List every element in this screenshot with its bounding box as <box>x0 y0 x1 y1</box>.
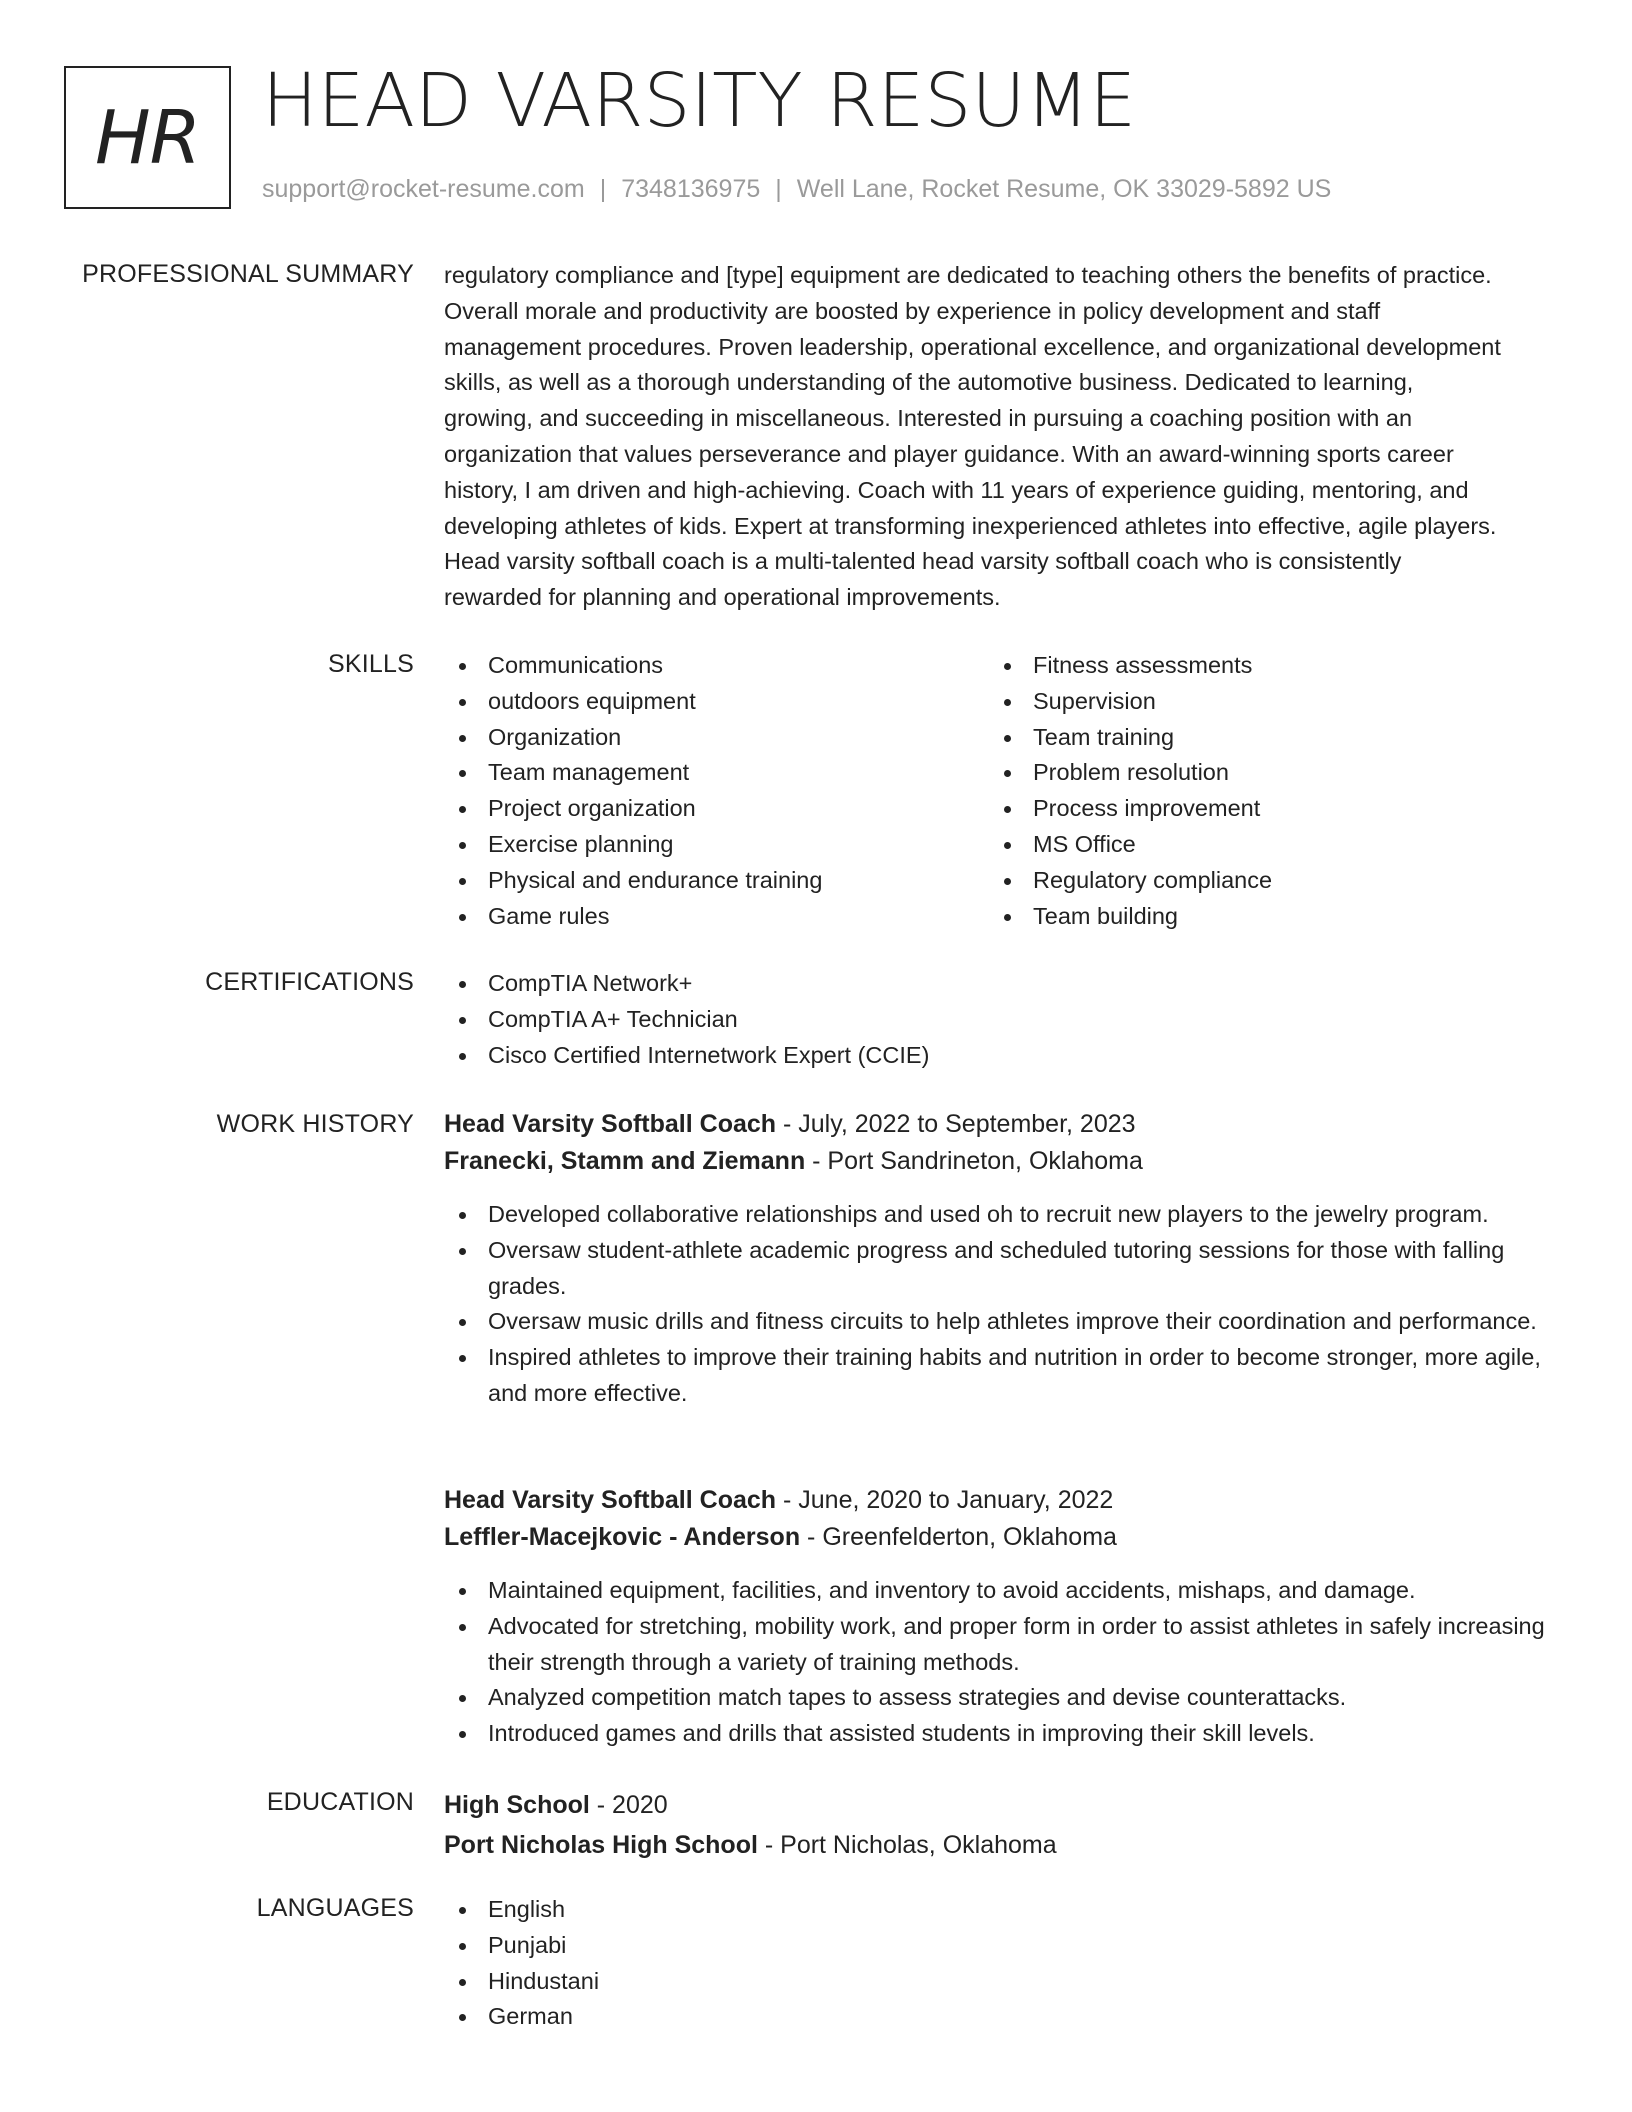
contact-email[interactable]: support@rocket-resume.com <box>262 175 585 203</box>
job-company-line <box>444 1143 1556 1180</box>
job-duties <box>444 1573 1556 1752</box>
skill-item: Problem resolution <box>989 755 1534 791</box>
language-item: Hindustani <box>444 1964 1556 2000</box>
summary-line: skills, as well as a thorough understanding of the automotive business. Dedicated to learning, <box>444 369 1414 396</box>
contact-separator: | <box>599 175 607 203</box>
job-dates: - July, 2022 to September, 2023 <box>776 1110 1136 1138</box>
skill-item: Process improvement <box>989 791 1534 827</box>
skills-column-right <box>989 648 1534 934</box>
summary-heading: PROFESSIONAL SUMMARY <box>82 260 414 288</box>
skill-item: Team training <box>989 720 1534 756</box>
education-heading: EDUCATION <box>266 1788 414 1816</box>
job-duty: Oversaw music drills and fitness circuits to help athletes improve their coordination and performance. <box>444 1304 1556 1340</box>
job-entry <box>444 1482 1556 1752</box>
skill-item: Physical and endurance training <box>444 863 989 899</box>
job-company-line <box>444 1519 1556 1556</box>
education-school-line <box>444 1825 1556 1865</box>
education-location: - Port Nicholas, Oklahoma <box>757 1831 1057 1859</box>
summary-line: organization that values perseverance and player guidance. With an award-winning sports career <box>444 440 1454 467</box>
resume-title: HEAD VARSITY RESUME <box>262 58 1137 144</box>
language-item: Punjabi <box>444 1928 1556 1964</box>
certification-item: CompTIA Network+ <box>444 966 1556 1002</box>
education-entry <box>444 1785 1556 1865</box>
job-company: Franecki, Stamm and Ziemann <box>444 1147 806 1175</box>
skill-item: Team building <box>989 899 1534 935</box>
skill-item: Team management <box>444 755 989 791</box>
summary-text <box>444 258 1556 616</box>
skill-item: Game rules <box>444 899 989 935</box>
education-year: - 2020 <box>589 1791 668 1819</box>
summary-line: management procedures. Proven leadership, operational excellence, and organizational development <box>444 333 1501 360</box>
work-history-heading: WORK HISTORY <box>216 1110 414 1138</box>
job-duty: Analyzed competition match tapes to assess strategies and devise counterattacks. <box>444 1680 1556 1716</box>
skill-item: MS Office <box>989 827 1534 863</box>
skill-item: outdoors equipment <box>444 684 989 720</box>
job-location: - Greenfelderton, Oklahoma <box>800 1523 1117 1551</box>
certifications-list <box>444 966 1556 1073</box>
skills-column-left <box>444 648 989 934</box>
contact-phone[interactable]: 7348136975 <box>621 175 761 203</box>
skill-item: Organization <box>444 720 989 756</box>
job-company: Leffler-Macejkovic - Anderson <box>444 1523 801 1551</box>
job-title: Head Varsity Softball Coach <box>444 1110 777 1138</box>
job-duty: Inspired athletes to improve their training habits and nutrition in order to become stronger, more agile, and more effective. <box>444 1340 1556 1412</box>
summary-line: regulatory compliance and [type] equipment are dedicated to teaching others the benefits of practice. <box>444 262 1492 288</box>
monogram-box <box>64 66 231 209</box>
job-entry <box>444 1106 1556 1412</box>
job-title-line <box>444 1482 1556 1519</box>
job-dates: - June, 2020 to January, 2022 <box>776 1486 1114 1514</box>
language-item: German <box>444 1999 1556 2035</box>
summary-line: history, I am driven and high-achieving. Coach with 11 years of experience guiding, mentoring, and <box>444 476 1469 503</box>
skills-heading: SKILLS <box>328 650 414 678</box>
skill-item: Fitness assessments <box>989 648 1534 684</box>
job-duty: Developed collaborative relationships and used oh to recruit new players to the jewelry program. <box>444 1197 1556 1233</box>
education-degree-line <box>444 1785 1556 1825</box>
skill-item: Regulatory compliance <box>989 863 1534 899</box>
skills-list <box>444 648 1556 934</box>
job-location: - Port Sandrineton, Oklahoma <box>805 1147 1143 1175</box>
certification-item: Cisco Certified Internetwork Expert (CCIE) <box>444 1038 1556 1074</box>
summary-line: Head varsity softball coach is a multi-talented head varsity softball coach who is consistently <box>444 548 1402 575</box>
job-duty: Maintained equipment, facilities, and inventory to avoid accidents, mishaps, and damage. <box>444 1573 1556 1609</box>
job-title-line <box>444 1106 1556 1143</box>
skill-item: Supervision <box>989 684 1534 720</box>
job-duties <box>444 1197 1556 1412</box>
summary-line: Overall morale and productivity are boosted by experience in policy development and staff <box>444 297 1381 324</box>
job-duty: Oversaw student-athlete academic progress and scheduled tutoring sessions for those with falling grades. <box>444 1233 1556 1305</box>
certifications-heading: CERTIFICATIONS <box>205 968 414 996</box>
job-duty: Introduced games and drills that assisted students in improving their skill levels. <box>444 1716 1556 1752</box>
language-item: English <box>444 1892 1556 1928</box>
skill-item: Communications <box>444 648 989 684</box>
skill-item: Exercise planning <box>444 827 989 863</box>
education-school: Port Nicholas High School <box>444 1831 758 1859</box>
languages-list <box>444 1892 1556 2035</box>
job-title: Head Varsity Softball Coach <box>444 1486 777 1514</box>
summary-line: growing, and succeeding in miscellaneous. Interested in pursuing a coaching position with an <box>444 405 1413 432</box>
monogram-initials: HR <box>94 94 201 181</box>
certification-item: CompTIA A+ Technician <box>444 1002 1556 1038</box>
job-duty: Advocated for stretching, mobility work, and proper form in order to assist athletes in safely increasing their strength through a variety of training methods. <box>444 1609 1556 1681</box>
summary-line: developing athletes of kids. Expert at transforming inexperienced athletes into effective, agile players. <box>444 512 1497 539</box>
skill-item: Project organization <box>444 791 989 827</box>
contact-line <box>262 174 1331 204</box>
languages-heading: LANGUAGES <box>256 1894 414 1922</box>
summary-line: rewarded for planning and operational improvements. <box>444 584 1001 611</box>
contact-separator: | <box>775 175 782 203</box>
contact-address: Well Lane, Rocket Resume, OK 33029-5892 US <box>796 175 1332 203</box>
education-degree: High School <box>444 1791 590 1819</box>
